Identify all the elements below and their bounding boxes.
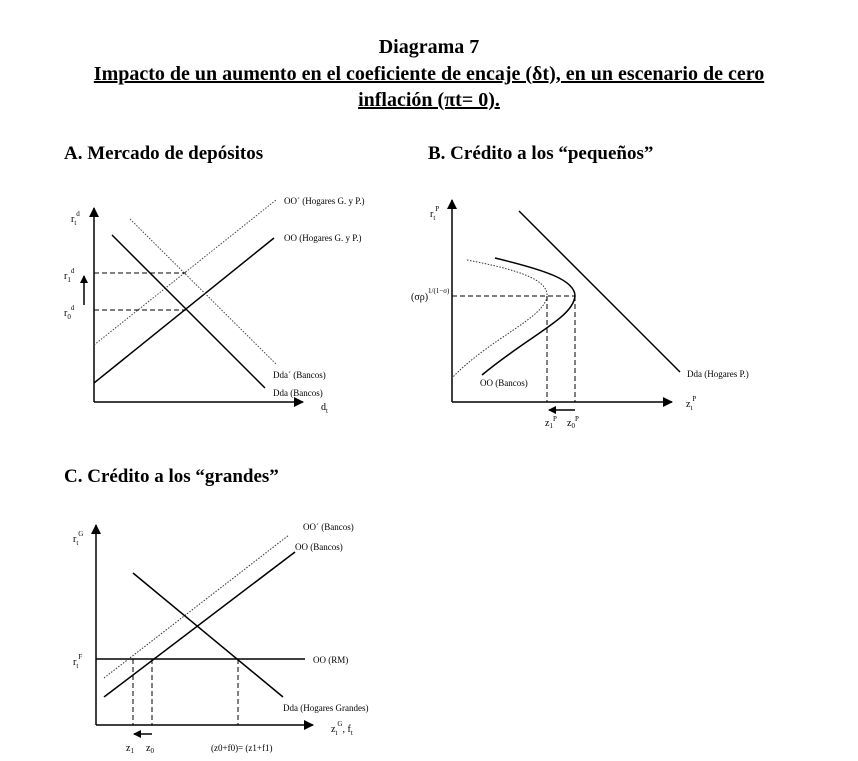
panel-c-y-label: $r_t^G$ bbox=[73, 530, 84, 547]
panel-c-oo-prime-curve bbox=[104, 535, 289, 678]
panel-a-x-label: $d_t$ bbox=[321, 402, 328, 415]
panel-a-dda-curve bbox=[112, 235, 265, 388]
diagram-subtitle-line1: Impacto de un aumento en el coeficiente de encaje (δt), en un escenario de cero bbox=[93, 63, 765, 85]
panel-c-oo-prime-label: OO´ (Bancos) bbox=[303, 522, 354, 532]
panel-c-x-label: $z_t^G$, $f_t$ bbox=[331, 720, 353, 737]
panel-c-oo-label: OO (Bancos) bbox=[295, 542, 343, 552]
panel-b-level-label: $(\sigma\rho)^{1/(1-\sigma)}$ bbox=[411, 287, 450, 303]
panel-a-dda-prime-label: Dda´ (Bancos) bbox=[273, 370, 326, 380]
panel-c-heading: C. Crédito a los “grandes” bbox=[64, 466, 279, 487]
diagram-subtitle-line2: inflación (πt= 0). bbox=[358, 89, 500, 111]
panel-a-r0-label: $r_0^d$ bbox=[64, 304, 75, 321]
panel-a bbox=[64, 196, 365, 415]
panel-b-oo-prime-curve bbox=[452, 260, 547, 378]
panel-b-y-label: $r_t^P$ bbox=[430, 205, 440, 222]
panel-c bbox=[73, 522, 368, 755]
panel-c-total-label: (z0+f0)= (z1+f1) bbox=[211, 743, 273, 753]
panel-b-dda-label: Dda (Hogares P.) bbox=[687, 369, 749, 379]
diagram-title: Diagrama 7 bbox=[378, 36, 480, 58]
panel-a-dda-label: Dda (Bancos) bbox=[273, 388, 323, 398]
panel-a-r1-label: $r_1^d$ bbox=[64, 267, 75, 284]
panel-c-dda-label: Dda (Hogares Grandes) bbox=[283, 703, 369, 713]
panel-a-y-label: $r_t^d$ bbox=[71, 210, 80, 227]
panel-c-dda-curve bbox=[133, 573, 283, 697]
panel-c-oo-rm-label: OO (RM) bbox=[313, 655, 349, 665]
panel-b-oo-curve bbox=[482, 258, 575, 375]
panel-a-oo-prime-label: OO´ (Hogares G. y P.) bbox=[284, 196, 365, 206]
panel-b-heading: B. Crédito a los “pequeños” bbox=[428, 143, 654, 164]
panel-c-z1-label: $z_1$ bbox=[126, 743, 134, 755]
panel-b-dda-curve bbox=[519, 211, 680, 372]
panel-a-oo-label: OO (Hogares G. y P.) bbox=[284, 233, 362, 243]
panel-b-z0-label: $z_0^P$ bbox=[567, 415, 579, 430]
panel-c-z0-label: $z_0$ bbox=[146, 743, 154, 755]
panel-b-z1-label: $z_1^P$ bbox=[545, 415, 557, 430]
panel-b-x-label: $z_t^P$ bbox=[686, 395, 697, 412]
panel-a-heading: A. Mercado de depósitos bbox=[64, 143, 264, 164]
panel-b bbox=[411, 200, 749, 430]
panel-a-dda-prime-curve bbox=[130, 219, 276, 364]
panel-c-rf-label: $r_t^F$ bbox=[73, 653, 83, 670]
panel-b-oo-label: OO (Bancos) bbox=[480, 378, 528, 388]
